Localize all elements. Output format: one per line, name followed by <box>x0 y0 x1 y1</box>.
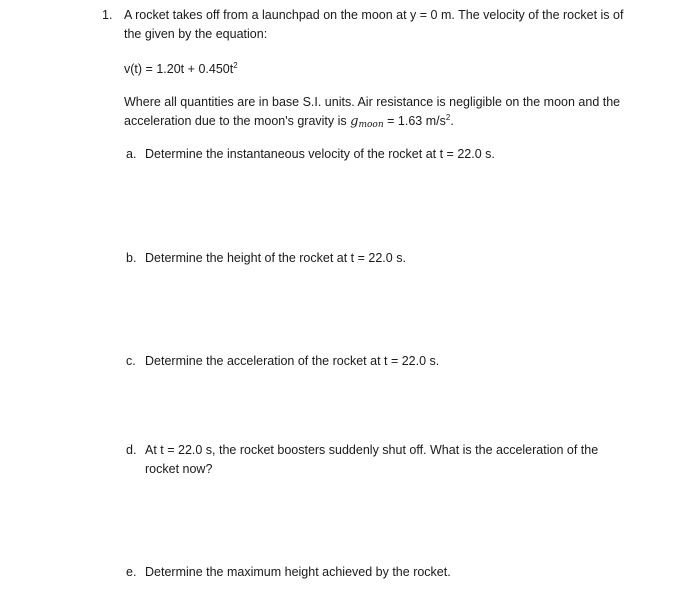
gravity-subscript: moon <box>358 120 384 130</box>
part-a-text: Determine the instantaneous velocity of the rocket at t = 22.0 s. <box>145 147 495 161</box>
gravity-value-end: . <box>450 114 454 128</box>
gravity-equals: = <box>387 114 395 128</box>
gravity-value-exponent: 2 <box>445 113 451 122</box>
equation-term2-exponent: 2 <box>233 61 238 70</box>
gravity-value-number: 1.63 m/s <box>397 114 446 128</box>
part-b-text: Determine the height of the rocket at t = 22.0 s. <box>145 251 406 265</box>
question-intro: A rocket takes off from a launchpad on the moon at y = 0 m. The velocity of the rocket is of the given by the equation: <box>124 8 624 41</box>
part-c-letter: c. <box>126 354 136 368</box>
question-number: 1. <box>102 8 113 22</box>
part-e-letter: e. <box>126 565 137 579</box>
equation-term2-base: 0.450t <box>198 62 234 76</box>
gravity-value <box>398 114 454 128</box>
equation-lhs: v(t) <box>124 62 143 76</box>
part-e-text: Determine the maximum height achieved by the rocket. <box>145 565 451 579</box>
equation-plus: + <box>187 62 195 76</box>
part-a-letter: a. <box>126 147 137 161</box>
part-d-letter: d. <box>126 443 137 457</box>
gravity-symbol <box>350 114 384 129</box>
equation-term1: 1.20t <box>156 62 185 76</box>
conditions-paragraph <box>124 93 644 131</box>
conditions-text: Where all quantities are in base S.I. units. Air resistance is negligible on the moon and the acceleration due to the moon's gravity is <box>124 95 621 128</box>
equation-equals: = <box>145 62 153 76</box>
part-b-letter: b. <box>126 251 137 265</box>
gravity-g: g <box>350 114 359 129</box>
equation-term2 <box>198 62 237 76</box>
part-c-text: Determine the acceleration of the rocket at t = 22.0 s. <box>145 354 440 368</box>
velocity-equation <box>124 60 238 79</box>
part-d-text: At t = 22.0 s, the rocket boosters suddenly shut off. What is the acceleration of the rocket now? <box>145 443 599 476</box>
